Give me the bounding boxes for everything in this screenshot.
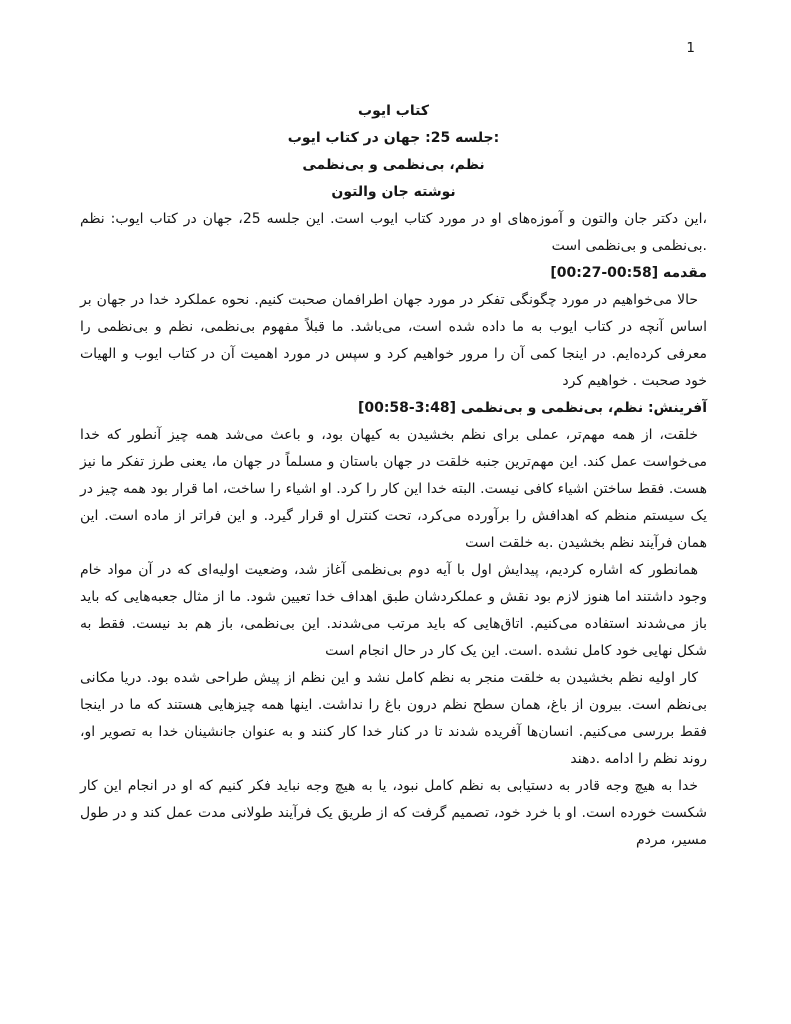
creation-paragraph-2: همانطور که اشاره کردیم، پیدایش اول با آیه دوم بی‌نظمی آغاز شد، وضعیت اولیه‌ای که در آن مواد خام وجود داشتند اما هنوز لازم بود نقش و عملکردشان طبق اهداف خدا تعیین شود. ما از مثال جعبه‌هایی که باید باز می‌شدند استفاده می‌کنیم. اتاق‌هایی که باید مرتب می‌شدند. این بی‌نظمی، باز هم بد نیست. فقط به شکل نهایی خود کامل نشده .است. این یک کار در حال انجام است <box>80 562 707 659</box>
author-line: نوشته جان والتون <box>331 184 456 200</box>
page-number: 1 <box>686 40 695 56</box>
document-body <box>80 206 707 854</box>
introduction-paragraph: حالا می‌خواهیم در مورد چگونگی تفکر در مورد جهان اطرافمان صحبت کنیم. نحوه عملکرد خدا در جهان بر اساس آنچه در کتاب ایوب به ما داده شده است، می‌باشد. ما قبلاً مفهوم بی‌نظمی، نظم و بی‌نظمی را معرفی کرده‌ایم. در اینجا کمی آن را مرور خواهیم کرد و سپس در مورد اهمیت آن در کتاب ایوب و الهیات خود صحبت . خواهیم کرد <box>80 292 707 389</box>
session-title: :جلسه 25: جهان در کتاب ایوب <box>287 130 500 146</box>
section-heading-creation: آفرینش: نظم، بی‌نظمی و بی‌نظمی [3:48-00:58] <box>357 400 707 416</box>
lead-paragraph: ،این دکتر جان والتون و آموزه‌های او در مورد کتاب ایوب است. این جلسه 25، جهان در کتاب ایوب: نظم .بی‌نظمی و بی‌نظمی است <box>80 211 707 254</box>
document-subtitle: نظم، بی‌نظمی و بی‌نظمی <box>302 157 485 173</box>
creation-paragraph-1: خلقت، از همه مهم‌تر، عملی برای نظم بخشیدن به کیهان بود، و باعث می‌شد همه چیز آنطور که خدا می‌خواست عمل کند. این مهم‌ترین جنبه خلقت در جهان باستان و مسلماً در جهان ما، یعنی طرز تفکر ما نیز هست. فقط ساختن اشیاء کافی نیست. البته خدا این کار را کرد. او اشیاء را ساخت، اما قرار بود همه چیز در یک سیستم منظم که اهدافش را برآورده می‌کرد، تحت کنترل او قرار گیرد. و این فراتر از ماده است. این همان فرآیند نظم بخشیدن .به خلقت است <box>80 427 707 551</box>
document-title: کتاب ایوب <box>358 103 429 119</box>
section-heading-introduction: مقدمه [00:58-00:27] <box>550 265 707 281</box>
creation-paragraph-4: خدا به هیچ وجه قادر به دستیابی به نظم کامل نبود، یا به هیچ وجه نباید فکر کنیم که او در انجام این کار شکست خورده است. او با خرد خود، تصمیم گرفت که از طریق یک فرآیند طولانی مدت عمل کند و در طول مسیر، مردم <box>80 778 707 848</box>
creation-paragraph-3: کار اولیه نظم بخشیدن به خلقت منجر به نظم کامل نشد و این نظم از پیش طراحی شده بود. دریا مکانی بی‌نظم است. بیرون از باغ، همان سطح نظم درون باغ را نداشت. اینها همه چیزهایی هستند که ما در اینجا فقط بررسی می‌کنیم. انسان‌ها آفریده شدند تا در کنار خدا کار کنند و به عنوان جانشینان خدا به تصویر او، روند نظم را ادامه .دهند <box>80 670 707 767</box>
document-header <box>80 98 707 206</box>
